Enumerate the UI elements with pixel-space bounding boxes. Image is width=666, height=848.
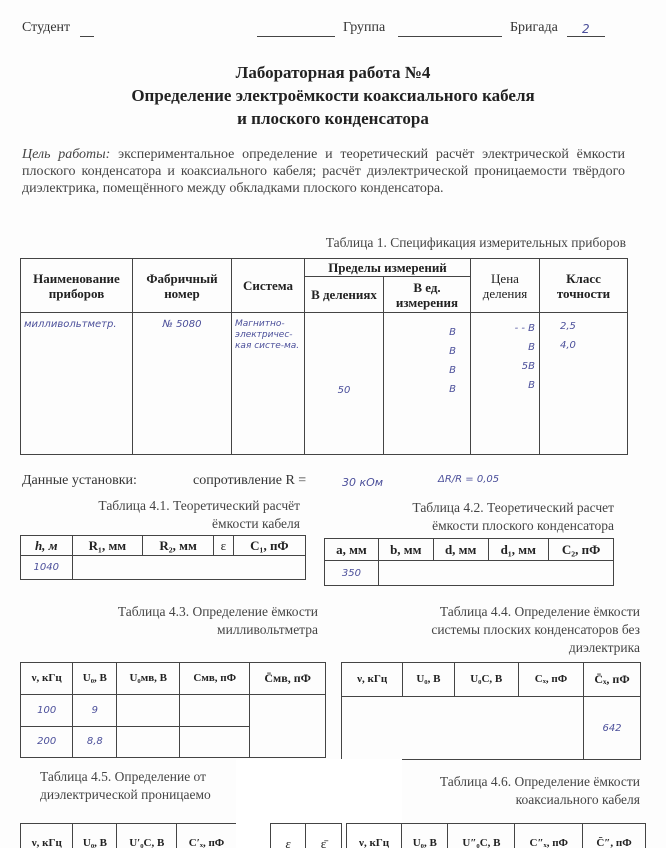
table43 — [20, 662, 326, 758]
student-label: Студент — [22, 20, 71, 35]
col-cx: Cₓ, пФ — [518, 663, 583, 697]
col-freq: ν, кГц — [342, 663, 403, 697]
cell-freq: 200 — [21, 726, 73, 758]
col-r1: R₁, мм — [72, 536, 143, 556]
cell-u0: 8,8 — [73, 726, 117, 758]
caption-line: диэлектрической проницаемо — [40, 787, 211, 802]
col-r2: R₂, мм — [143, 536, 214, 556]
student-line — [80, 36, 94, 37]
resistance-ratio: ΔR/R = 0,05 — [438, 474, 500, 485]
col-d1: d₁, мм — [488, 539, 548, 561]
col-cmv: Cмв, пФ — [180, 663, 250, 695]
table42 — [324, 538, 614, 586]
col-c1: C₁, пФ — [233, 536, 305, 556]
table41 — [20, 535, 306, 580]
cell-empty — [72, 556, 305, 580]
caption-line: Таблица 4.6. Определение ёмкости — [439, 774, 640, 789]
col-number: Фабричный номер — [133, 259, 232, 313]
col-a: a, мм — [325, 539, 379, 561]
caption-line: милливольтметра — [217, 622, 318, 637]
brigade-line — [567, 36, 605, 37]
col-freq: ν, кГц — [21, 824, 73, 848]
col-accuracy: Класс точности — [540, 259, 628, 313]
col-freq: ν, кГц — [347, 824, 402, 848]
table41-caption — [98, 497, 300, 533]
col-h: h, м — [21, 536, 73, 556]
brigade-label: Бригада — [510, 20, 558, 35]
table45 — [20, 823, 236, 848]
table-row — [342, 697, 641, 760]
cell-cx-mean: 642 — [584, 697, 641, 760]
caption-line: Таблица 4.5. Определение от — [40, 769, 207, 784]
col-eps: ε — [271, 824, 306, 848]
caption-line: диэлектрика — [568, 640, 640, 655]
table-row — [21, 556, 306, 580]
col-cx-double: C″ₓ, пФ — [515, 824, 583, 848]
col-units: В ед. измерения — [384, 277, 471, 313]
table45-caption — [40, 768, 211, 804]
cell-number: № 5080 — [133, 313, 232, 455]
goal-paragraph — [22, 146, 625, 197]
cell-empty — [378, 561, 613, 586]
unit-value: В — [449, 365, 456, 376]
table1-caption: Таблица 1. Спецификация измерительных приборов — [325, 235, 626, 250]
price-value: - - В — [514, 323, 535, 334]
table44-caption — [431, 603, 640, 657]
col-u0mv: U₀мв, В — [117, 663, 180, 695]
col-u0: U₀, В — [73, 663, 117, 695]
accuracy-value: 2,5 — [560, 321, 576, 332]
resistance-label: сопротивление R = — [193, 473, 307, 488]
caption-line: Таблица 4.4. Определение ёмкости — [439, 604, 640, 619]
table46 — [346, 823, 646, 848]
col-u0: U₀, В — [73, 824, 117, 848]
group-label: Группа — [343, 20, 386, 35]
table-row — [21, 313, 628, 455]
cell-units — [384, 313, 471, 455]
col-limits: Пределы измерений — [305, 259, 471, 277]
caption-line: Таблица 4.1. Теоретический расчёт — [98, 498, 300, 513]
cell-a: 350 — [325, 561, 379, 586]
col-u0c: U₀C, В — [454, 663, 518, 697]
resistance-value: 30 кОм — [342, 476, 384, 489]
caption-line: ёмкости кабеля — [212, 516, 300, 531]
accuracy-value: 4,0 — [560, 340, 576, 351]
caption-line: системы плоских конденсаторов без — [431, 622, 640, 637]
price-value: 5В — [521, 361, 535, 372]
col-name: Наименование приборов — [21, 259, 133, 313]
col-price: Цена деления — [471, 259, 540, 313]
goal-label: Цель работы: — [22, 147, 111, 162]
setup-label: Данные установки: — [22, 473, 137, 488]
table1 — [20, 258, 628, 455]
caption-line: Таблица 4.3. Определение ёмкости — [117, 604, 318, 619]
page-subtitle-1: Определение электроёмкости коаксиального кабеля — [131, 86, 535, 105]
cell-price — [471, 313, 540, 455]
unit-value: В — [449, 346, 456, 357]
cell-empty — [342, 697, 584, 760]
unit-value: В — [449, 384, 456, 395]
page-subtitle-2: и плоского конденсатора — [237, 109, 429, 128]
brigade-value: 2 — [582, 22, 590, 36]
page-title: Лабораторная работа №4 — [235, 63, 431, 82]
table44 — [341, 662, 641, 760]
table43-caption — [118, 603, 318, 639]
cell-system: Магнитно-электричес-кая систе-ма. — [232, 313, 305, 455]
col-u0: U₀, В — [403, 663, 454, 697]
table42-caption — [412, 499, 614, 535]
unit-value: В — [449, 327, 456, 338]
col-u0: U₀, В — [402, 824, 448, 848]
table-row — [325, 561, 614, 586]
cell-h: 1040 — [21, 556, 73, 580]
table46-caption — [440, 773, 640, 809]
student-line-end — [257, 36, 335, 37]
table45-right — [270, 823, 342, 848]
cell-u0: 9 — [73, 695, 117, 727]
price-value: В — [528, 380, 535, 391]
col-u0c-prime: U′₀C, В — [117, 824, 177, 848]
cell-accuracy — [540, 313, 628, 455]
col-u0c-double: U″₀C, В — [448, 824, 515, 848]
goal-text: экспериментальное определение и теоретический расчёт электрической ёмкости плоского конденсатора и коаксиального кабеля; расчёт диэлектрической проницаемости твёрдого диэлектрика, помещённого между обкладками плоского конденсатора. — [22, 147, 625, 196]
col-divisions: В делениях — [305, 277, 384, 313]
caption-line: ёмкости плоского конденсатора — [432, 518, 614, 533]
col-system: Система — [232, 259, 305, 313]
col-d: d, мм — [433, 539, 488, 561]
col-c2: C₂, пФ — [549, 539, 614, 561]
cell-freq: 100 — [21, 695, 73, 727]
group-line — [398, 36, 502, 37]
col-cx-prime: C′ₓ, пФ — [177, 824, 236, 848]
col-b: b, мм — [378, 539, 433, 561]
table-row — [21, 695, 326, 727]
caption-line: коаксиального кабеля — [515, 792, 640, 807]
col-cmv-mean: C̄мв, пФ — [250, 663, 326, 695]
cell-name: милливольтметр. — [21, 313, 133, 455]
col-cx-mean: C̄ₓ, пФ — [584, 663, 641, 697]
price-value: В — [528, 342, 535, 353]
col-eps: ε — [213, 536, 233, 556]
col-freq: ν, кГц — [21, 663, 73, 695]
col-c-mean: C̄″, пФ — [583, 824, 646, 848]
caption-line: Таблица 4.2. Теоретический расчет — [412, 500, 614, 515]
col-eps-mean: ε̄ — [306, 824, 342, 848]
cell-divisions: 50 — [305, 313, 384, 455]
